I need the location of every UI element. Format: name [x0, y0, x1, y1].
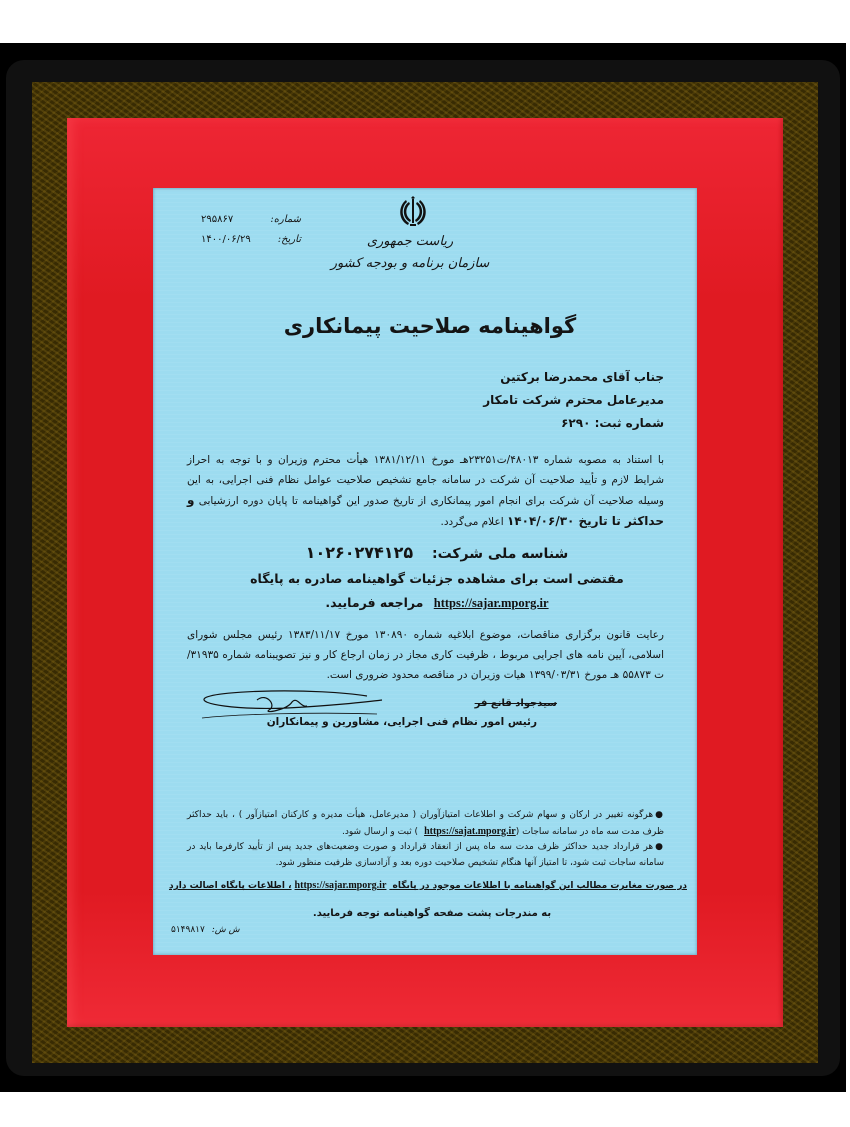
national-id-label: شناسه ملی شرکت: [431, 546, 569, 562]
letter-date-row [201, 234, 301, 254]
notes-list [187, 808, 664, 871]
letter-date-label: تاریخ: [277, 234, 301, 245]
bullet-icon: ● [655, 810, 664, 820]
signature-scribble-icon [197, 688, 427, 738]
serial-label: ش ش: [211, 925, 240, 935]
certificate-title: گواهینامه صلاحیت پیمانکاری [283, 314, 577, 338]
warning-tail: ، اطلاعات پایگاه اصالت دارد [168, 881, 292, 891]
certification-tail: اعلام می‌گردد. [440, 516, 504, 528]
warning-sajar-link[interactable]: https://sajar.mporg.ir [294, 880, 387, 891]
certification-paragraph [187, 450, 664, 532]
org-name-presidency: ریاست جمهوری [366, 234, 454, 249]
note-text-tail: ) ثبت و ارسال شود. [341, 826, 419, 837]
letter-number-label: شماره: [270, 214, 301, 225]
note-item [187, 840, 664, 871]
note-text: هرگونه تغییر در ارکان و سهام شرکت و اطلاعات امتیازآوران ( مدیرعامل، هیأت مدیره و کارکنان امتیازآور ) ، باید حداکثر ظرف مدت سه ماه در سامانه ساجات ( [187, 810, 664, 837]
national-id-line [153, 543, 697, 562]
serial-value: ۵۱۴۹۸۱۷ [171, 925, 205, 935]
validity-date: و حداکثر تا تاریخ ۱۴۰۴/۰۶/۳۰ [187, 493, 664, 528]
serial-number [171, 925, 240, 935]
letter-meta [201, 214, 301, 254]
back-page-note: به مندرجات پشت صفحه گواهینامه توجه فرمایید. [312, 908, 552, 919]
tender-law-paragraph: رعایت قانون برگزاری مناقصات، موضوع ابلاغیه شماره ۱۳۰۸۹۰ مورخ ۱۳۸۳/۱۱/۱۷ رئیس مجلس شورای اسلامی، آیین نامه های اجرایی مربوط ، ظرفیت کاری مجاز در زمان ارجاع کار و نیز تصویبنامه شماره ۳۱۹۳۵/ت ۵۵۸۷۳ هـ مورخ ۱۳۹۹/۰۳/۳۱ هیات وزیران در مناقصه محدود ضروری است. [187, 629, 664, 681]
bullet-icon: ● [655, 842, 664, 852]
addressee-block [483, 366, 664, 435]
note-item [187, 808, 664, 840]
note-text: هر قرارداد جدید حداکثر ظرف مدت سه ماه پس از انعقاد قرارداد و صورت وضعیت‌های جدید پس از تأیید کارفرما باید در سامانه ساجات ثبت شود، تا امتیاز آنها هنگام تشخیص صلاحیت دوره بعد و آزادسازی ظرفیت منظور شود. [187, 842, 664, 868]
sajat-link[interactable]: https://sajat.mporg.ir [424, 825, 516, 837]
addressee-position: مدیرعامل محترم شرکت تامکار [483, 393, 664, 407]
authenticity-warning [153, 880, 697, 891]
warning-text: در صورت مغایرت مطالب این گواهینامه با اطلاعات موجود در پایگاه [392, 881, 687, 891]
iran-emblem-icon [398, 194, 428, 230]
signer-title: رئیس امور نظام فنی اجرایی، مشاورین و پیمانکاران [266, 716, 537, 728]
signer-name: سیدجواد قانع فر [474, 698, 557, 709]
addressee-name: جناب آقای محمدرضا برکتین [500, 370, 664, 384]
registration-number: شماره ثبت: ۶۲۹۰ [561, 416, 664, 430]
org-name-budget-organization: سازمان برنامه و بودجه کشور [330, 256, 490, 271]
lookup-tail: مراجعه فرمایید. [325, 595, 424, 610]
certificate-document [153, 188, 697, 955]
certification-text: با استناد به مصوبه شماره ۴۸۰۱۳/ت۲۳۲۵۱هـ مورخ ۱۳۸۱/۱۲/۱۱ هیأت محترم وزیران و با توجه به احراز شرایط لازم و تأیید صلاحیت آن شرکت در سامانه جامع تشخیص صلاحیت عوامل نظام فنی اجرایی، به این وسیله صلاحیت آن شرکت برای انجام امور پیمانکاری از تاریخ صدور این گواهینامه تا پایان دوره ارزشیابی [187, 454, 664, 507]
sajar-link[interactable]: https://sajar.mporg.ir [433, 596, 549, 610]
letter-number-value: ۲۹۵۸۶۷ [201, 214, 234, 225]
letter-date-value: ۱۴۰۰/۰۶/۲۹ [201, 234, 251, 245]
lookup-instruction-2 [153, 595, 697, 611]
national-id-value: ۱۰۲۶۰۲۷۴۱۲۵ [305, 543, 414, 562]
letter-number-row [201, 214, 301, 234]
lookup-instruction: مقتضی است برای مشاهده جزئیات گواهینامه صادره به پایگاه [250, 571, 624, 586]
